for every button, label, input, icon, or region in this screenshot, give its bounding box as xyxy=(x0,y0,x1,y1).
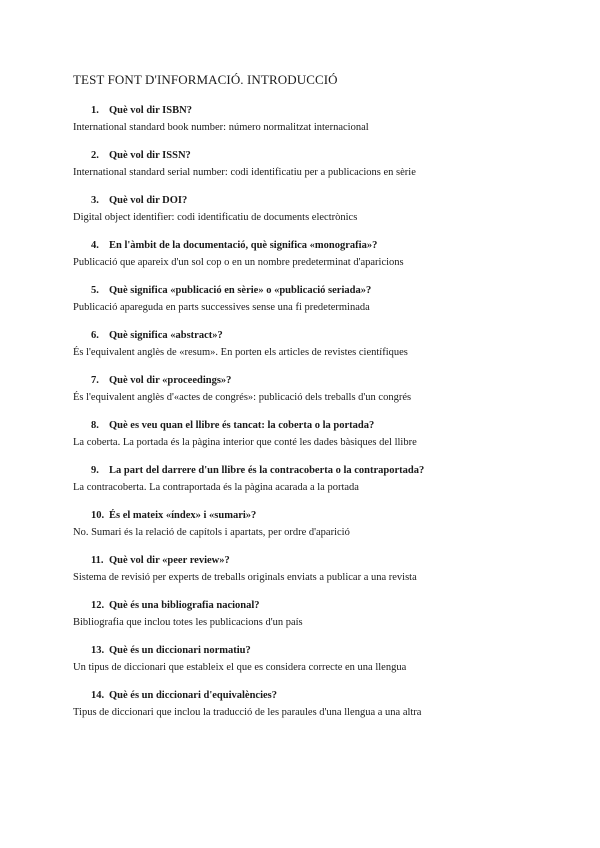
answer-text: Publicació que apareix d'un sol cop o en un nombre predeterminat d'aparicions xyxy=(73,257,404,268)
question-number: 3. xyxy=(91,195,99,206)
answer-text: Tipus de diccionari que inclou la traducció de les paraules d'una llengua a una altra xyxy=(73,707,422,718)
question-number: 7. xyxy=(91,375,99,386)
question-heading xyxy=(73,419,573,432)
question-text: Què és un diccionari normatiu? xyxy=(109,645,251,656)
question-heading xyxy=(73,329,573,342)
question-text: Què és un diccionari d'equivalències? xyxy=(109,690,278,701)
question-number: 5. xyxy=(91,285,99,296)
document-title: TEST FONT D'INFORMACIÓ. INTRODUCCIÓ xyxy=(73,72,338,87)
question-number: 13. xyxy=(91,645,105,656)
answer-text: És l'equivalent anglès d'«actes de congrés»: publicació dels treballs d'un congrés xyxy=(73,392,412,403)
question-item xyxy=(73,689,573,734)
question-heading xyxy=(73,104,573,117)
question-heading xyxy=(73,374,573,387)
question-heading xyxy=(73,599,573,612)
question-number: 8. xyxy=(91,420,99,431)
question-number: 10. xyxy=(91,510,105,521)
question-text: La part del darrere d'un llibre és la contracoberta o la contraportada? xyxy=(109,465,425,476)
question-number: 11. xyxy=(91,555,104,566)
question-item xyxy=(73,104,573,149)
question-item xyxy=(73,554,573,599)
question-text: Què vol dir ISSN? xyxy=(109,150,191,161)
question-number: 6. xyxy=(91,330,99,341)
question-item xyxy=(73,644,573,689)
answer-text: És l'equivalent anglès de «resum». En porten els articles de revistes científiques xyxy=(73,347,408,358)
question-text: Què vol dir DOI? xyxy=(109,195,188,206)
question-text: En l'àmbit de la documentació, què significa «monografia»? xyxy=(109,240,378,251)
question-text: Què vol dir «proceedings»? xyxy=(109,375,232,386)
question-number: 1. xyxy=(91,105,99,116)
question-heading xyxy=(73,194,573,207)
question-item xyxy=(73,239,573,284)
answer-text: Un tipus de diccionari que estableix el que es considera correcte en una llengua xyxy=(73,662,407,673)
question-item xyxy=(73,194,573,239)
question-text: Què vol dir ISBN? xyxy=(109,105,192,116)
answer-text: Digital object identifier: codi identificatiu de documents electrònics xyxy=(73,212,358,223)
answer-text: Bibliografia que inclou totes les publicacions d'un país xyxy=(73,617,303,628)
answer-text: La coberta. La portada és la pàgina interior que conté les dades bàsiques del llibre xyxy=(73,437,417,448)
question-heading xyxy=(73,689,573,702)
question-text: És el mateix «índex» i «sumari»? xyxy=(109,510,257,521)
question-text: Què significa «abstract»? xyxy=(109,330,223,341)
question-heading xyxy=(73,509,573,522)
question-number: 14. xyxy=(91,690,105,701)
question-heading xyxy=(73,149,573,162)
answer-text: Sistema de revisió per experts de treballs originals enviats a publicar a una revista xyxy=(73,572,417,583)
question-item xyxy=(73,464,573,509)
question-item xyxy=(73,329,573,374)
question-text: Què vol dir «peer review»? xyxy=(109,555,230,566)
answer-text: La contracoberta. La contraportada és la pàgina acarada a la portada xyxy=(73,482,359,493)
answer-text: Publicació apareguda en parts successives sense una fi predeterminada xyxy=(73,302,370,313)
question-number: 4. xyxy=(91,240,99,251)
question-heading xyxy=(73,464,573,477)
question-text: Què significa «publicació en sèrie» o «publicació seriada»? xyxy=(109,285,372,296)
question-text: Què es veu quan el llibre és tancat: la coberta o la portada? xyxy=(109,420,375,431)
question-item xyxy=(73,599,573,644)
question-item xyxy=(73,284,573,329)
answer-text: International standard serial number: codi identificatiu per a publicacions en sèrie xyxy=(73,167,416,178)
question-heading xyxy=(73,554,573,567)
answer-text: International standard book number: número normalitzat internacional xyxy=(73,122,369,133)
question-item xyxy=(73,419,573,464)
question-number: 9. xyxy=(91,465,99,476)
question-heading xyxy=(73,644,573,657)
question-item xyxy=(73,509,573,554)
question-text: Què és una bibliografia nacional? xyxy=(109,600,260,611)
question-number: 2. xyxy=(91,150,99,161)
question-heading xyxy=(73,239,573,252)
question-heading xyxy=(73,284,573,297)
question-number: 12. xyxy=(91,600,105,611)
question-item xyxy=(73,149,573,194)
answer-text: No. Sumari és la relació de capítols i apartats, per ordre d'aparició xyxy=(73,527,350,538)
question-item xyxy=(73,374,573,419)
question-list xyxy=(73,104,573,734)
